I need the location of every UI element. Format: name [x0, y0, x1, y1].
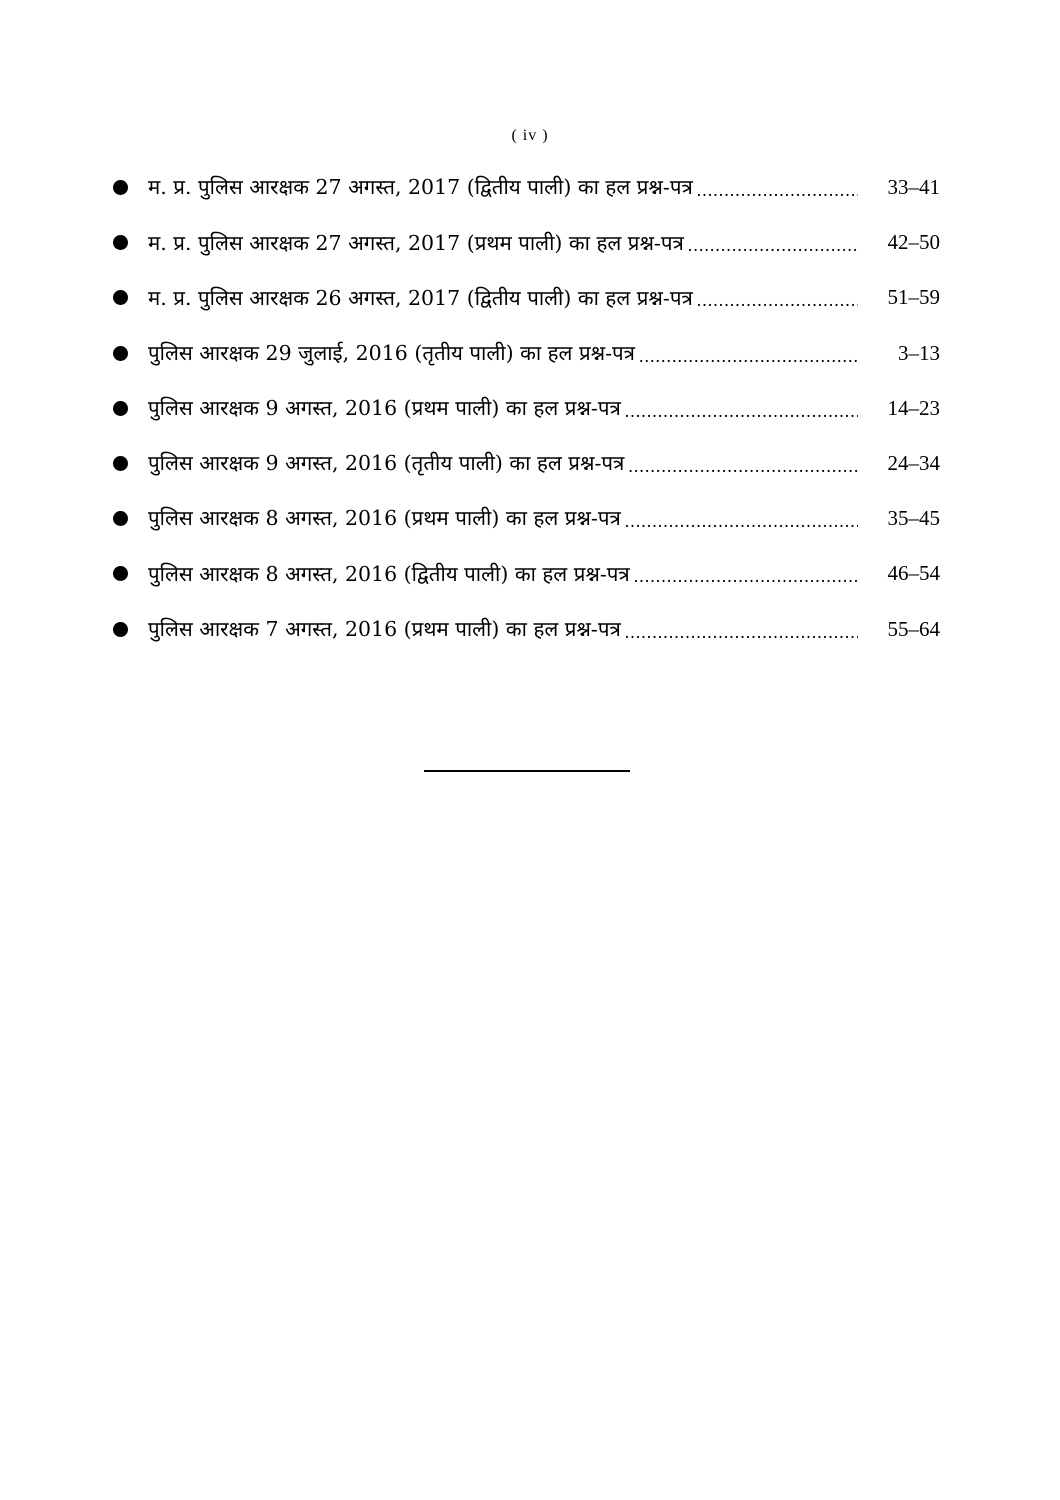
- table-of-contents: [110, 160, 950, 657]
- dot-leader: [628, 450, 858, 477]
- end-divider: [424, 770, 630, 772]
- toc-entry-pages: 33–41: [887, 175, 940, 200]
- toc-entry-title: म. प्र. पुलिस आरक्षक 27 अगस्त, 2017 (द्वितीय पाली) का हल प्रश्न-पत्र: [148, 175, 693, 200]
- bullet-icon: [113, 180, 128, 195]
- toc-entry-pages: 42–50: [887, 230, 940, 255]
- toc-entry-title: पुलिस आरक्षक 8 अगस्त, 2016 (द्वितीय पाली) का हल प्रश्न-पत्र: [148, 561, 630, 586]
- toc-entry[interactable]: [110, 546, 950, 601]
- dot-leader: [697, 284, 858, 311]
- toc-entry[interactable]: [110, 215, 950, 270]
- dot-leader: [634, 560, 858, 587]
- bullet-icon: [113, 290, 128, 305]
- dot-leader: [625, 616, 858, 643]
- toc-entry-title: म. प्र. पुलिस आरक्षक 26 अगस्त, 2017 (द्वितीय पाली) का हल प्रश्न-पत्र: [148, 285, 693, 310]
- toc-entry-title: पुलिस आरक्षक 7 अगस्त, 2016 (प्रथम पाली) का हल प्रश्न-पत्र: [148, 616, 621, 641]
- bullet-icon: [113, 401, 128, 416]
- dot-leader: [688, 229, 858, 256]
- toc-entry[interactable]: [110, 160, 950, 215]
- toc-entry[interactable]: [110, 602, 950, 657]
- toc-entry-title: पुलिस आरक्षक 9 अगस्त, 2016 (प्रथम पाली) का हल प्रश्न-पत्र: [148, 396, 621, 421]
- toc-entry-title: पुलिस आरक्षक 29 जुलाई, 2016 (तृतीय पाली) का हल प्रश्न-पत्र: [148, 340, 636, 365]
- toc-entry[interactable]: [110, 491, 950, 546]
- toc-entry[interactable]: [110, 270, 950, 325]
- bullet-icon: [113, 566, 128, 581]
- toc-entry-pages: 24–34: [887, 451, 940, 476]
- toc-entry-title: पुलिस आरक्षक 8 अगस्त, 2016 (प्रथम पाली) का हल प्रश्न-पत्र: [148, 506, 621, 531]
- bullet-icon: [113, 511, 128, 526]
- toc-entry[interactable]: [110, 326, 950, 381]
- toc-entry-pages: 35–45: [887, 506, 940, 531]
- toc-entry-title: पुलिस आरक्षक 9 अगस्त, 2016 (तृतीय पाली) का हल प्रश्न-पत्र: [148, 451, 625, 476]
- toc-entry-title: म. प्र. पुलिस आरक्षक 27 अगस्त, 2017 (प्रथम पाली) का हल प्रश्न-पत्र: [148, 230, 684, 255]
- dot-leader: [639, 340, 858, 367]
- page-number: ( iv ): [511, 127, 549, 144]
- bullet-icon: [113, 235, 128, 250]
- dot-leader: [625, 505, 858, 532]
- toc-entry[interactable]: [110, 436, 950, 491]
- toc-entry[interactable]: [110, 381, 950, 436]
- bullet-icon: [113, 456, 128, 471]
- toc-entry-pages: 3–13: [898, 340, 940, 365]
- dot-leader: [625, 395, 858, 422]
- bullet-icon: [113, 346, 128, 361]
- bullet-icon: [113, 622, 128, 637]
- toc-entry-pages: 46–54: [887, 561, 940, 586]
- toc-entry-pages: 14–23: [887, 395, 940, 420]
- toc-entry-pages: 55–64: [887, 616, 940, 641]
- toc-entry-pages: 51–59: [887, 285, 940, 310]
- dot-leader: [697, 174, 858, 201]
